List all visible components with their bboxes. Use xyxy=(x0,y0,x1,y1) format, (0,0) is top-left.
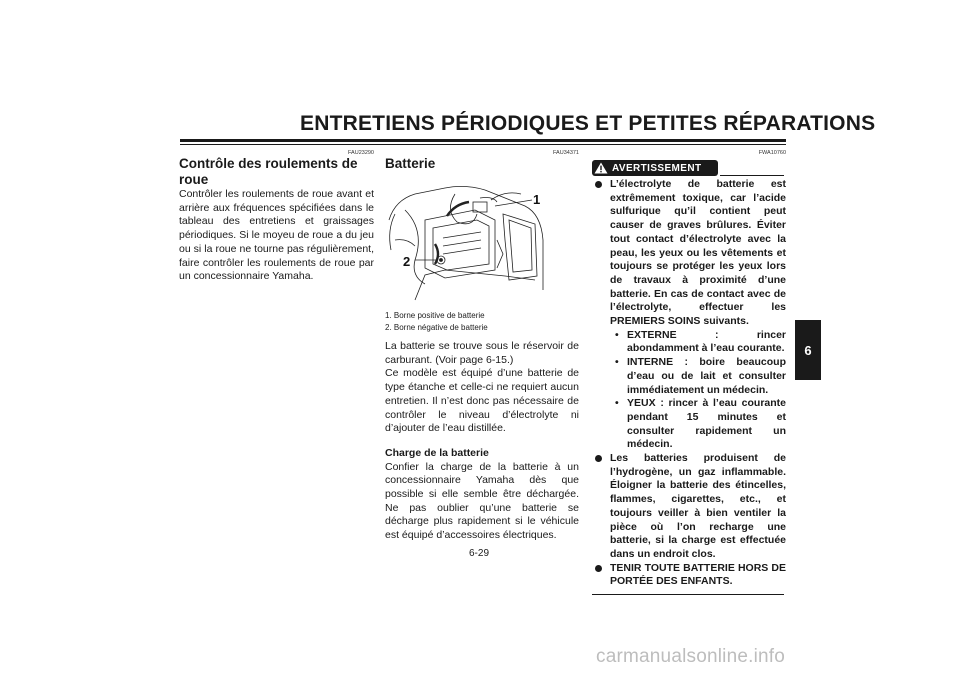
subheading-charging: Charge de la batterie xyxy=(385,446,489,459)
warning-item xyxy=(592,178,786,452)
section-heading: Batterie xyxy=(385,156,436,171)
first-aid-item: • YEUX : rincer à l’eau courante pendant 15 minutes et consulter rapidement un médecin. xyxy=(615,397,786,451)
callout-1: 1 xyxy=(533,192,541,207)
warning-list xyxy=(592,178,786,589)
warning-triangle-icon xyxy=(594,162,608,174)
section-code: FWA10760 xyxy=(758,150,786,156)
battery-drawing xyxy=(385,180,545,302)
title-rule xyxy=(180,139,786,142)
bullet-dot-icon xyxy=(595,565,602,572)
battery-illustration xyxy=(385,180,545,302)
battery-charging: Confier la charge de la batterie à un concessionnaire Yamaha dès que possible si elle semble être déchargée. Ne pas oublier qu’une batterie se décharge plus rapidement si le véhicule est équipé d’accessoires électriques. xyxy=(385,460,579,542)
chapter-tab[interactable]: 6 xyxy=(795,320,821,380)
warning-text: L’électrolyte de batterie est extrêmement toxique, car l’acide sulfurique qu’il contient peut causer de graves brûlures. Éviter tout contact d’électrolyte avec la peau, les yeux ou les vêtements et toujours se protéger les yeux lors de travaux à proximité d’une batterie. En cas de contact avec de l’électrolyte, effectuer les PREMIERS SOINS suivants. xyxy=(610,178,786,328)
title-rule-thin xyxy=(180,144,786,145)
page-title: ENTRETIENS PÉRIODIQUES ET PETITES RÉPARATIONS xyxy=(300,112,876,135)
section-code: FAU23290 xyxy=(348,150,374,156)
first-aid-text: YEUX : rincer à l’eau courante pendant 15 minutes et consulter rapidement un médecin. xyxy=(627,397,786,451)
column-wheel-bearings xyxy=(179,150,374,284)
first-aid-item: • INTERNE : boire beaucoup d’eau ou de lait et consulter immédiatement un médecin. xyxy=(615,356,786,396)
warning-end-rule xyxy=(592,594,784,595)
warning-header xyxy=(592,150,786,176)
first-aid-list xyxy=(610,329,786,452)
warning-item xyxy=(592,562,786,589)
warning-text: TENIR TOUTE BATTERIE HORS DE PORTÉE DES ENFANTS. xyxy=(610,561,786,588)
section-paragraph: Contrôler les roulements de roue avant et arrière aux fréquences spécifiées dans le tableau des entretiens et graissages périodiques. Si le moyeu de roue a du jeu ou si la roue ne tourne pas régulièrement, faire contrôler les roulements de roue par un concessionnaire Yamaha. xyxy=(179,188,374,283)
warning-label: AVERTISSEMENT xyxy=(612,162,702,174)
page-number: 6-29 xyxy=(468,548,489,559)
section-code: FAU34371 xyxy=(553,150,579,156)
warning-item xyxy=(592,452,786,562)
callout-2: 2 xyxy=(403,254,411,269)
first-aid-text: INTERNE : boire beaucoup d’eau ou de lait et consulter immédiatement un médecin. xyxy=(627,356,786,396)
first-aid-text: EXTERNE : rincer abondamment à l’eau courante. xyxy=(627,328,786,355)
warning-text: Les batteries produisent de l’hydrogène, un gaz inflammable. Éloigner la batterie des étincelles, flammes, cigarettes, etc., et toujours veiller à bien ventiler la pièce où l’on recharge une batterie, si la charge est effectuée dans un endroit clos. xyxy=(610,452,786,560)
legend-item: 2. Borne négative de batterie xyxy=(385,322,488,332)
bullet-dot-icon xyxy=(595,181,602,188)
battery-location: La batterie se trouve sous le réservoir de carburant. (Voir page 6-15.) xyxy=(385,340,579,366)
bullet-dot-icon xyxy=(595,455,602,462)
section-heading: Contrôle des roulements de roue xyxy=(179,156,358,187)
watermark: carmanualsonline.info xyxy=(596,646,786,667)
warning-header-rule xyxy=(720,175,784,176)
battery-maintenance: Ce modèle est équipé d’une batterie de type étanche et celle-ci ne requiert aucun entretien. Il n’est donc pas nécessaire de contrôler le niveau d’électrolyte ni d’ajouter de l’eau distillée. xyxy=(385,367,579,435)
warning-box xyxy=(592,150,786,595)
column-battery xyxy=(385,150,579,543)
warning-badge xyxy=(592,160,718,176)
first-aid-item: • EXTERNE : rincer abondamment à l’eau courante. xyxy=(615,328,786,355)
legend-item: 1. Borne positive de batterie xyxy=(385,311,485,320)
